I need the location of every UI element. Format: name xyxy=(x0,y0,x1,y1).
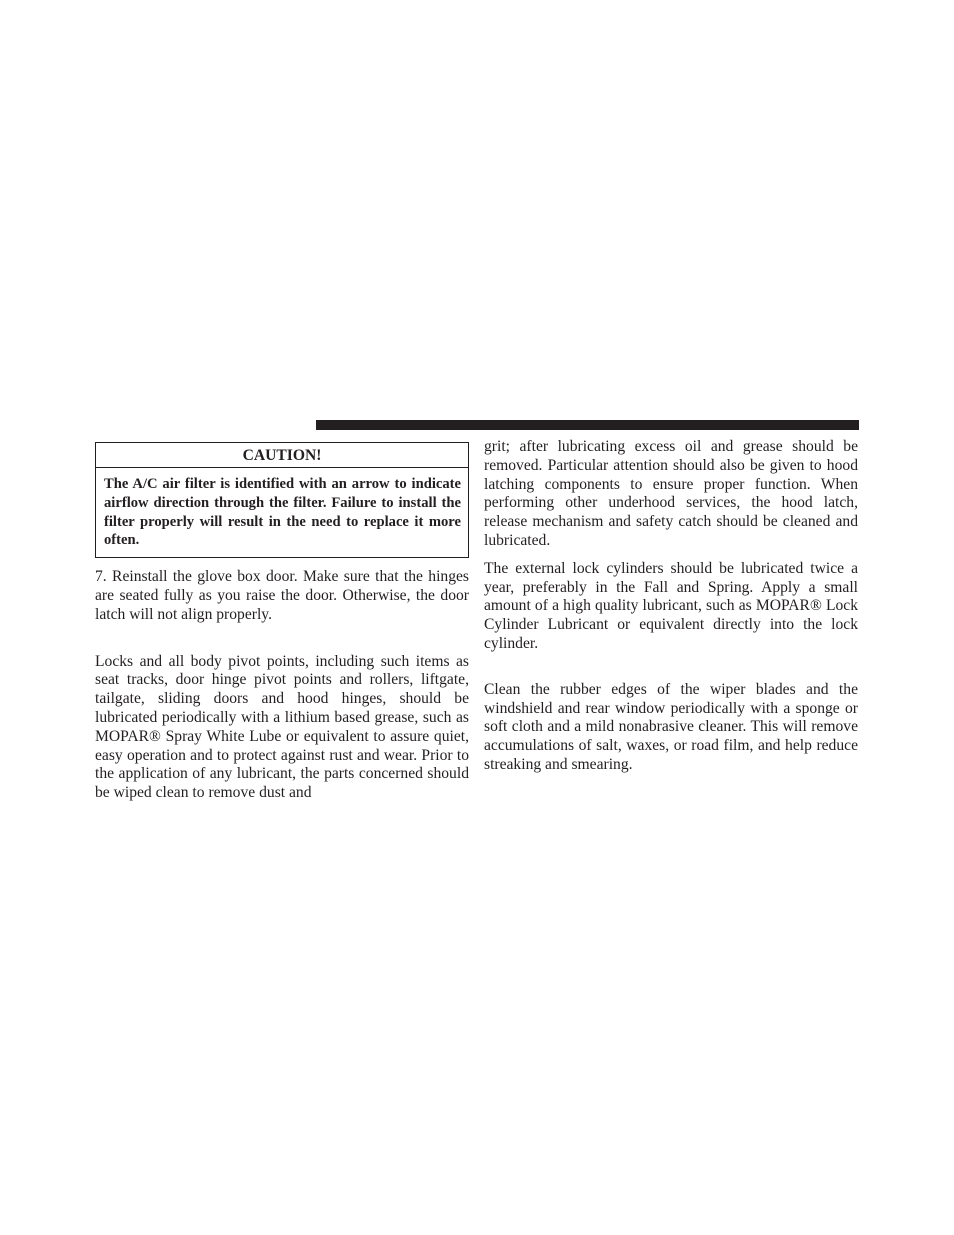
step-7-paragraph: 7. Reinstall the glove box door. Make sure that the hinges are seated fully as you raise the door. Otherwise, the door latch will not align properly. xyxy=(95,568,469,623)
caution-box xyxy=(95,442,469,558)
continuation-paragraph: grit; after lubricating excess oil and grease should be removed. Particular attention should also be given to hood latching components to ensure proper function. When performing other underhood services, the hood latch, release mechanism and safety catch should be cleaned and lubricated. xyxy=(484,438,858,549)
wiper-blades-paragraph: Clean the rubber edges of the wiper blades and the windshield and rear window periodically with a sponge or soft cloth and a mild nonabrasive cleaner. This will remove accumulations of salt, waxes, or road film, and help reduce streaking and smearing. xyxy=(484,680,858,773)
lock-cylinders-paragraph: The external lock cylinders should be lubricated twice a year, preferably in the Fall and Spring. Apply a small amount of a high quality lubricant, such as MOPAR® Lock Cylinder Lubricant or equivalent directly into the lock cylinder. xyxy=(484,559,858,652)
right-column xyxy=(484,438,858,775)
caution-text: The A/C air filter is identified with an arrow to indicate airflow direction through the filter. Failure to install the filter properly will result in the need to replace it more often. xyxy=(104,476,461,549)
left-column xyxy=(95,442,469,803)
locks-lubrication-paragraph: Locks and all body pivot points, including such items as seat tracks, door hinge pivot points and rollers, liftgate, tailgate, sliding doors and hood hinges, should be lubricated periodically with a lithium based grease, such as MOPAR® Spray White Lube or equivalent to assure quiet, easy operation and to protect against rust and wear. Prior to the application of any lubricant, the parts concerned should be wiped clean to remove dust and xyxy=(95,652,469,802)
section-header-bar xyxy=(316,420,859,430)
caution-title: CAUTION! xyxy=(96,443,468,468)
